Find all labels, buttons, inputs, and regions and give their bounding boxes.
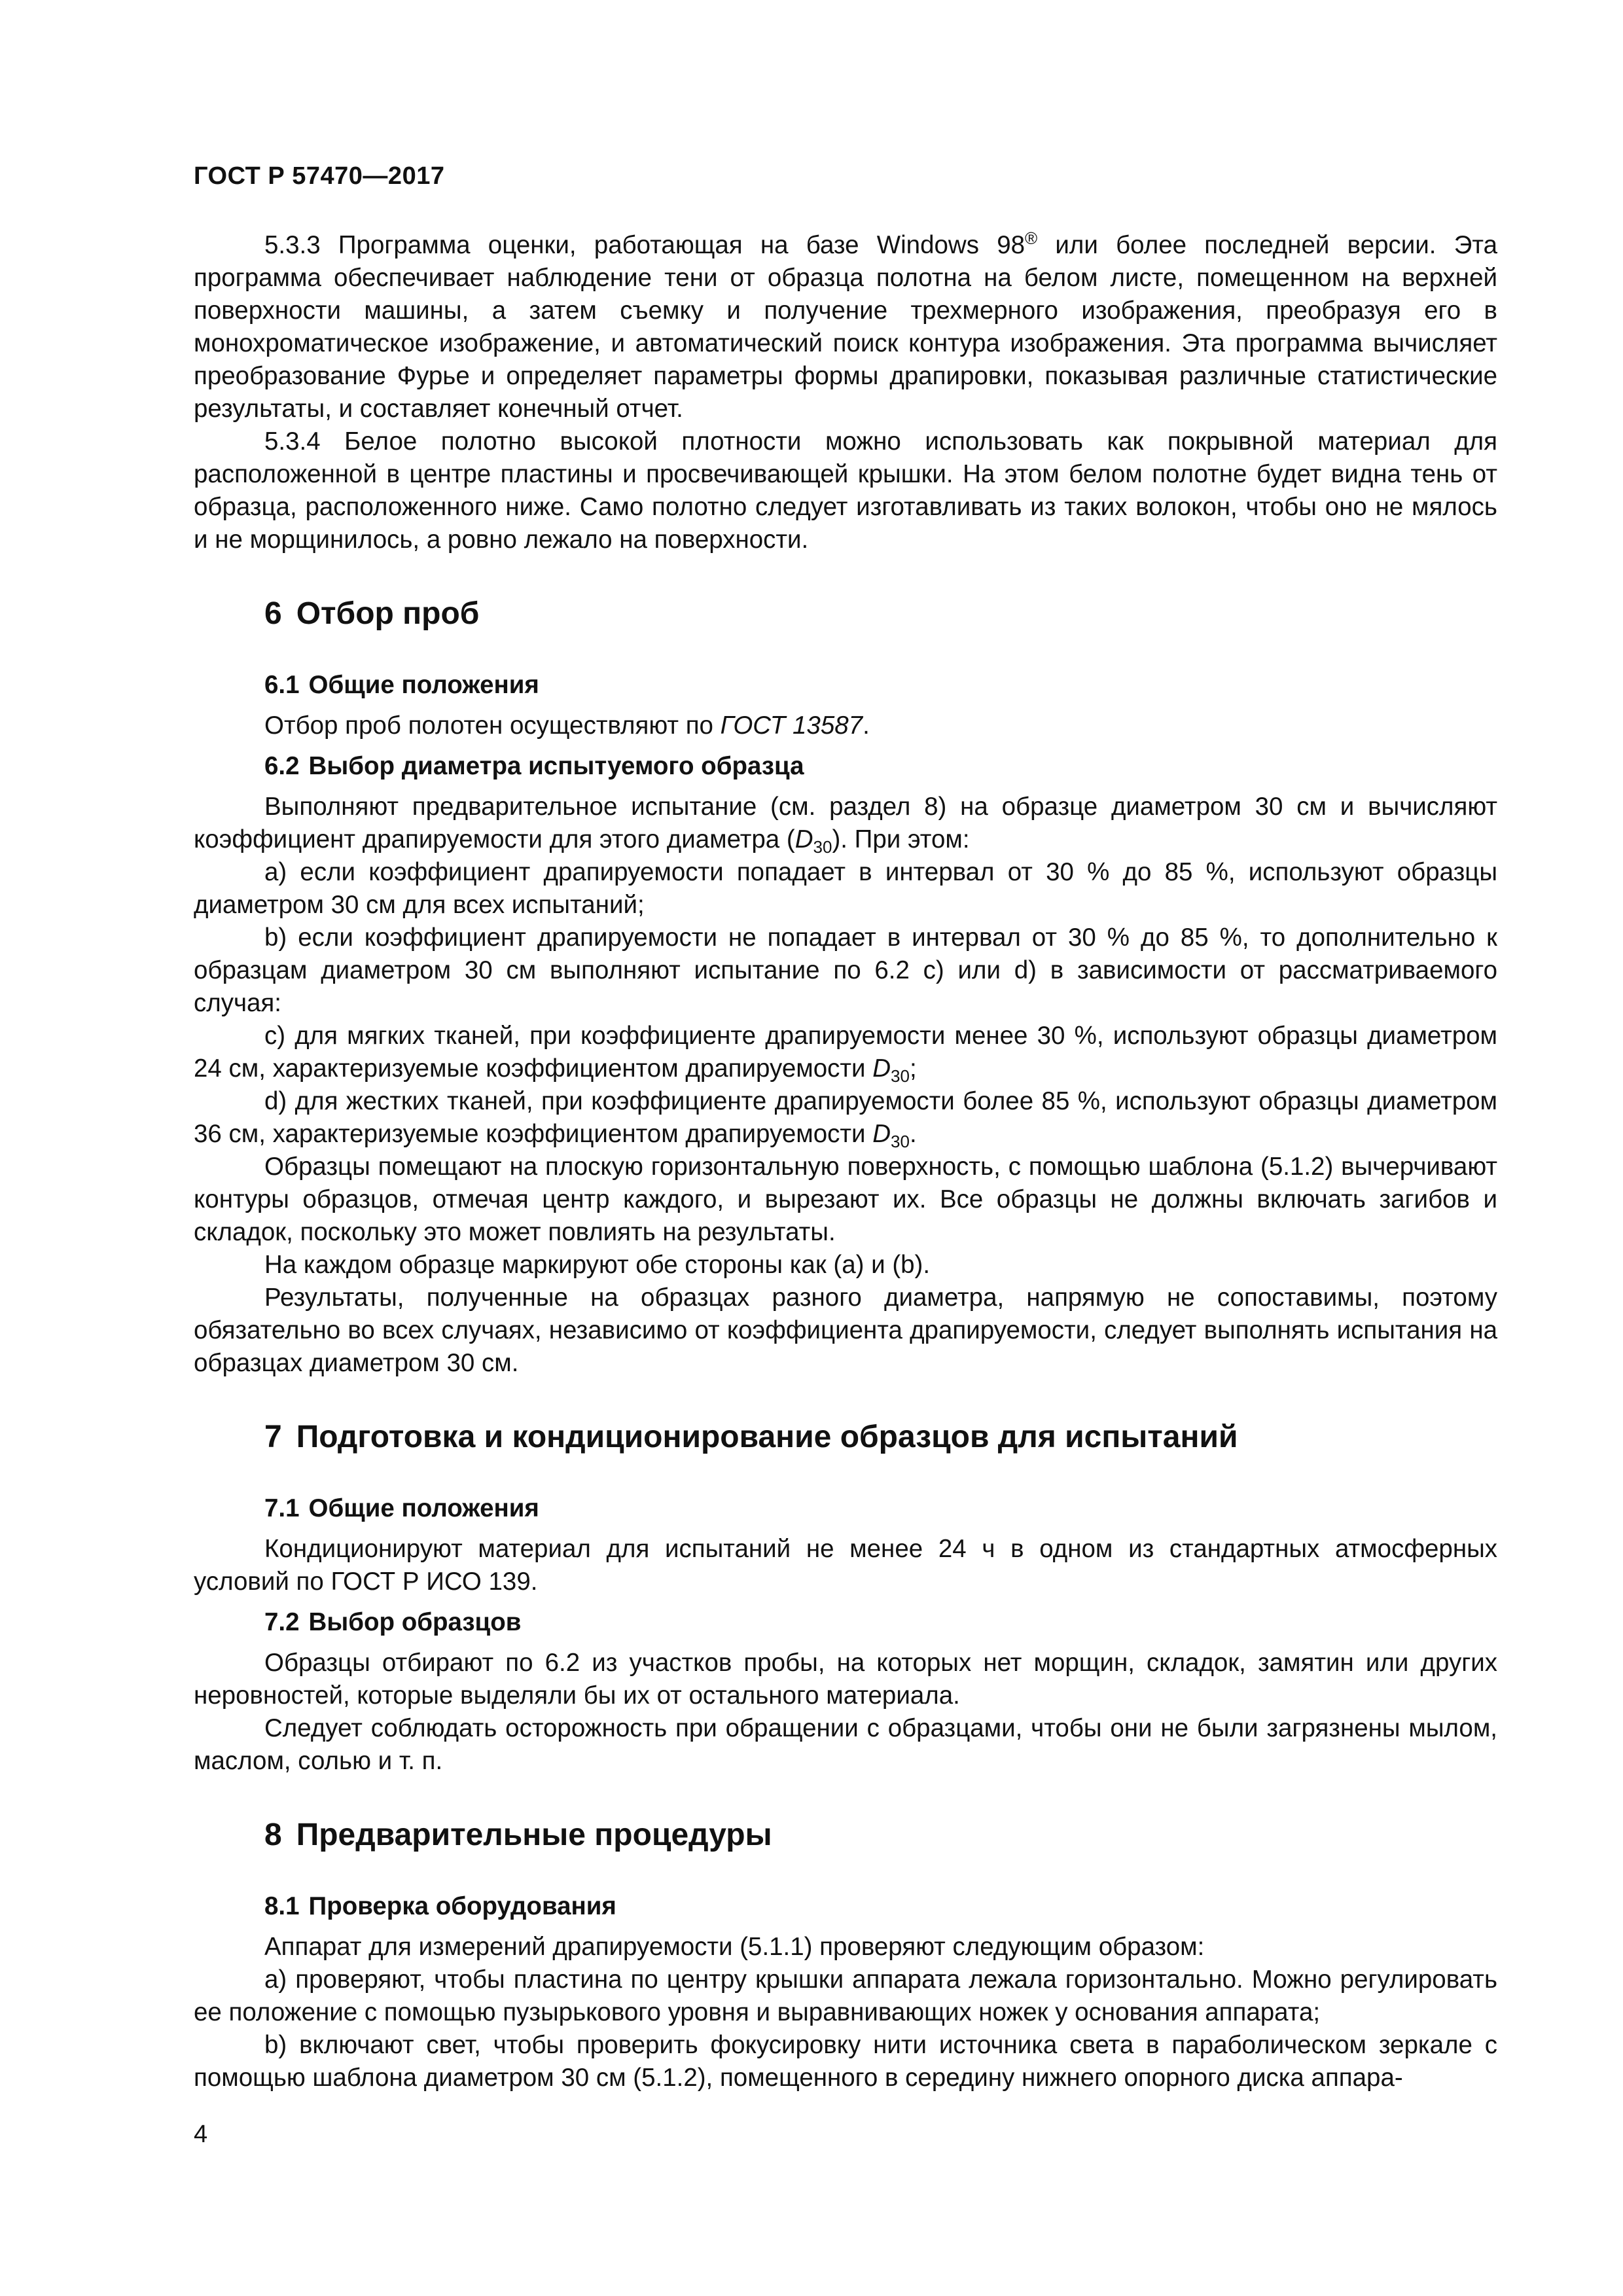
paragraph-5-3-3: [194, 229, 1497, 425]
document-body: [194, 229, 1497, 2094]
symbol-subscript: 30: [891, 1132, 910, 1151]
subsection-7-2-heading: [194, 1606, 1497, 1639]
symbol-d: D: [872, 1054, 891, 1083]
paragraph-5-3-3-rest: или более последней версии. Эта программа обеспечивает наблюдение тени от образца полотна на белом листе, помещенном на верхней поверхности машины, а затем съемку и получение трехмерного изображения, преобразуя его в монохроматическое изображение, и автоматический поиск контура изображения. Эта программа вычисляет преобразование Фурье и определяет параметры формы драпировки, показывая различные статистические результаты, и составляет конечный отчет.: [194, 231, 1497, 423]
paragraph-6-1: [194, 709, 1497, 742]
list-item-text: c) для мягких тканей, при коэффициенте драпируемости менее 30 %, используют образцы диаметром 24 см, характеризуемые коэффициентом драпируемости: [194, 1022, 1497, 1083]
standard-reference: ГОСТ 13587: [720, 711, 863, 740]
list-item-6-2-c: [194, 1020, 1497, 1085]
subsection-number: 6.2: [264, 752, 300, 780]
subsection-7-1-heading: [194, 1492, 1497, 1525]
subsection-number: 6.1: [264, 671, 300, 699]
section-title: Предварительные процедуры: [296, 1818, 772, 1852]
symbol-subscript: 30: [813, 837, 832, 857]
subsection-title: Проверка оборудования: [308, 1892, 616, 1920]
paragraph-results: Результаты, полученные на образцах разного диаметра, напрямую не сопоставимы, поэтому обязательно во всех случаях, независимо от коэффициента драпируемости, следует выполнять испытания на образцах диаметром 30 см.: [194, 1283, 1497, 1377]
paragraph-6-1-text: Отбор проб полотен осуществляют по: [264, 711, 721, 740]
section-6-heading: [194, 594, 1497, 634]
paragraph-6-1-end: .: [863, 711, 870, 740]
paragraph-5-3-4: 5.3.4 Белое полотно высокой плотности можно использовать как покрывной материал для расположенной в центре пластины и просвечивающей крышки. На этом белом полотне будет видна тень от образца, расположенного ниже. Само полотно следует изготавливать из таких волокон, чтобы оно не мялось и не морщинилось, а ровно лежало на поверхности.: [194, 427, 1497, 554]
subsection-number: 8.1: [264, 1892, 300, 1920]
list-item-end: ;: [909, 1054, 917, 1083]
paragraph-samples: Образцы помещают на плоскую горизонтальную поверхность, с помощью шаблона (5.1.2) вычерчивают контуры образцов, отмечая центр каждого, и вырезают их. Все образцы не должны включать загибов и складок, поскольку это может повлиять на результаты.: [194, 1153, 1497, 1246]
document-header: ГОСТ Р 57470—2017: [194, 162, 445, 190]
subsection-8-1-heading: [194, 1890, 1497, 1923]
symbol-d: D: [794, 825, 813, 853]
subsection-6-1-heading: [194, 669, 1497, 702]
subsection-title: Общие положения: [308, 671, 539, 699]
section-8-heading: [194, 1816, 1497, 1855]
paragraph-7-2-b: Следует соблюдать осторожность при обращении с образцами, чтобы они не были загрязнены мылом, маслом, солью и т. п.: [194, 1714, 1497, 1775]
paragraph-8-1: Аппарат для измерений драпируемости (5.1.1) проверяют следующим образом:: [264, 1933, 1205, 1961]
paragraph-7-1: Кондиционируют материал для испытаний не менее 24 ч в одном из стандартных атмосферных условий по ГОСТ Р ИСО 139.: [194, 1535, 1497, 1596]
list-item-end: .: [909, 1120, 917, 1148]
list-item-8-1-a: а) проверяют, чтобы пластина по центру крышки аппарата лежала горизонтально. Можно регулировать ее положение с помощью пузырькового уровня и выравнивающих ножек у основания аппарата;: [194, 1965, 1497, 2026]
section-title: Подготовка и кондиционирование образцов для испытаний: [296, 1420, 1238, 1454]
registered-mark: ®: [1025, 228, 1038, 248]
symbol-d: D: [872, 1120, 891, 1148]
section-number: 7: [264, 1420, 282, 1454]
paragraph-6-2-end: ). При этом:: [832, 825, 970, 853]
paragraph-5-3-3-text: 5.3.3 Программа оценки, работающая на базе Windows 98: [264, 231, 1026, 259]
symbol-subscript: 30: [891, 1066, 910, 1086]
paragraph-6-2: [194, 791, 1497, 856]
list-item-6-2-b: b) если коэффициент драпируемости не попадает в интервал от 30 % до 85 %, то дополнительно к образцам диаметром 30 см выполняют испытание по 6.2 с) или d) в зависимости от рассматриваемого случая:: [194, 924, 1497, 1017]
list-item-6-2-d: [194, 1085, 1497, 1151]
section-7-heading: [194, 1418, 1497, 1457]
subsection-6-2-heading: [194, 750, 1497, 783]
section-number: 8: [264, 1818, 282, 1852]
section-number: 6: [264, 596, 282, 631]
subsection-title: Выбор образцов: [308, 1608, 522, 1636]
subsection-title: Общие положения: [308, 1494, 539, 1522]
paragraph-7-2-a: Образцы отбирают по 6.2 из участков пробы, на которых нет морщин, складок, замятин или других неровностей, которые выделяли бы их от остального материала.: [194, 1649, 1497, 1710]
list-item-8-1-b: b) включают свет, чтобы проверить фокусировку нити источника света в параболическом зеркале с помощью шаблона диаметром 30 см (5.1.2), помещенного в середину нижнего опорного диска аппара-: [194, 2031, 1497, 2092]
subsection-number: 7.2: [264, 1608, 300, 1636]
list-item-6-2-a: а) если коэффициент драпируемости попадает в интервал от 30 % до 85 %, используют образцы диаметром 30 см для всех испытаний;: [194, 858, 1497, 919]
list-item-text: d) для жестких тканей, при коэффициенте драпируемости более 85 %, используют образцы диаметром 36 см, характеризуемые коэффициентом драпируемости: [194, 1087, 1497, 1148]
subsection-title: Выбор диаметра испытуемого образца: [308, 752, 804, 780]
section-title: Отбор проб: [296, 596, 480, 631]
paragraph-6-2-text: Выполняют предварительное испытание (см. раздел 8) на образце диаметром 30 см и вычисляют коэффициент драпируемости для этого диаметра (: [194, 793, 1497, 853]
subsection-number: 7.1: [264, 1494, 300, 1522]
paragraph-marking: На каждом образце маркируют обе стороны как (а) и (b).: [264, 1251, 931, 1279]
page-number: 4: [194, 2121, 208, 2148]
